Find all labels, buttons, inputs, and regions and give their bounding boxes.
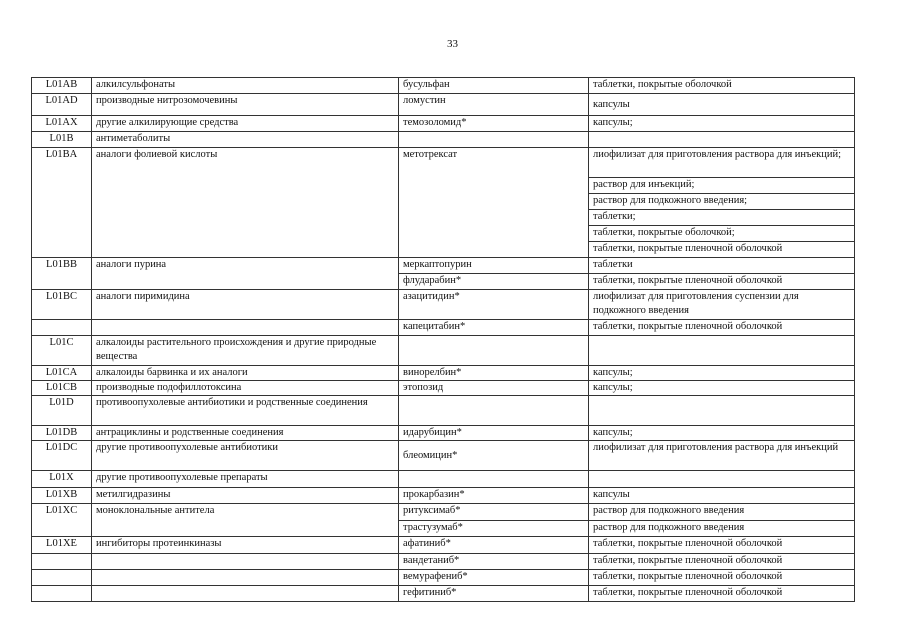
table-row [32,274,855,290]
drug-name: блеомицин* [399,441,589,471]
drug-name: афатиниб* [399,537,589,554]
atc-code: L01X [32,471,92,488]
atc-code: L01DC [32,441,92,471]
drug-name: прокарбазин* [399,488,589,504]
atc-code: L01C [32,336,92,366]
table-row [32,290,855,320]
atc-code: L01CB [32,381,92,396]
group-name: алкалоиды барвинка и их аналоги [92,366,399,381]
table-row [32,258,855,274]
dosage-form: таблетки, покрытые пленочной оболочкой [589,320,855,336]
table-row [32,396,855,426]
dosage-form: таблетки, покрытые оболочкой [589,78,855,94]
table-row [32,521,855,537]
dosage-form: капсулы [589,488,855,504]
group-name: другие алкилирующие средства [92,116,399,132]
table-row [32,94,855,116]
group-name: аналоги пиримидина [92,290,399,320]
table-row [32,242,855,258]
drug-name: меркаптопурин [399,258,589,274]
table-row [32,320,855,336]
table-row [32,570,855,586]
table-row [32,194,855,210]
atc-code: L01AD [32,94,92,116]
page-number: 33 [447,38,458,50]
drug-name: ритуксимаб* [399,504,589,521]
atc-code: L01D [32,396,92,426]
group-name: ингибиторы протеинкиназы [92,537,399,554]
atc-code: L01B [32,132,92,148]
dosage-form: раствор для подкожного введения [589,521,855,537]
atc-code: L01DB [32,426,92,441]
table-row [32,586,855,602]
table-row [32,210,855,226]
drug-classification-table [31,77,855,602]
dosage-form: капсулы; [589,426,855,441]
drug-name: винорелбин* [399,366,589,381]
dosage-form: лиофилизат для приготовления раствора для инъекций [589,441,855,471]
dosage-form [589,132,855,148]
group-name: моноклональные антитела [92,504,399,521]
table-row [32,336,855,366]
group-name: алкалоиды растительного происхождения и другие природные вещества [92,336,399,366]
dosage-form [589,471,855,488]
group-name: аналоги фолиевой кислоты [92,148,399,178]
drug-name: этопозид [399,381,589,396]
dosage-form: капсулы [589,94,855,116]
atc-code: L01XE [32,537,92,554]
drug-name: капецитабин* [399,320,589,336]
drug-name: трастузумаб* [399,521,589,537]
dosage-form: капсулы; [589,381,855,396]
table-row [32,178,855,194]
dosage-form: лиофилизат для приготовления суспензии для подкожного введения [589,290,855,320]
dosage-form: капсулы; [589,366,855,381]
atc-code: L01XB [32,488,92,504]
drug-name: азацитидин* [399,290,589,320]
dosage-form: таблетки, покрытые пленочной оболочкой [589,274,855,290]
table-row [32,488,855,504]
drug-name: бусульфан [399,78,589,94]
group-name: другие противоопухолевые препараты [92,471,399,488]
group-name: производные нитрозомочевины [92,94,399,116]
table-row [32,226,855,242]
drug-name: идарубицин* [399,426,589,441]
group-name: алкилсульфонаты [92,78,399,94]
group-name: метилгидразины [92,488,399,504]
group-name: антрациклины и родственные соединения [92,426,399,441]
drug-name: темозоломид* [399,116,589,132]
dosage-form: таблетки, покрытые пленочной оболочкой [589,570,855,586]
dosage-form: таблетки, покрытые пленочной оболочкой [589,242,855,258]
dosage-form: таблетки, покрытые пленочной оболочкой [589,586,855,602]
table-row [32,366,855,381]
atc-code: L01XC [32,504,92,521]
drug-name [399,396,589,426]
atc-code: L01BC [32,290,92,320]
drug-name: ломустин [399,94,589,116]
atc-code: L01CA [32,366,92,381]
table-row [32,132,855,148]
table-row [32,504,855,521]
table-row [32,148,855,178]
table-row [32,537,855,554]
drug-name: гефитиниб* [399,586,589,602]
table-row [32,78,855,94]
group-name: аналоги пурина [92,258,399,274]
dosage-form: таблетки; [589,210,855,226]
dosage-form: лиофилизат для приготовления раствора для инъекций; [589,148,855,178]
table-row [32,471,855,488]
group-name: антиметаболиты [92,132,399,148]
dosage-form: раствор для подкожного введения [589,504,855,521]
drug-name: метотрексат [399,148,589,178]
table-row [32,426,855,441]
drug-name [399,132,589,148]
dosage-form: раствор для инъекций; [589,178,855,194]
atc-code: L01AB [32,78,92,94]
table-row [32,554,855,570]
atc-code: L01BB [32,258,92,274]
atc-code: L01AX [32,116,92,132]
dosage-form [589,396,855,426]
group-name: противоопухолевые антибиотики и родственные соединения [92,396,399,426]
table-row [32,381,855,396]
dosage-form: таблетки [589,258,855,274]
table-row [32,441,855,471]
drug-name: флударабин* [399,274,589,290]
group-name: производные подофиллотоксина [92,381,399,396]
drug-name [399,336,589,366]
dosage-form: таблетки, покрытые пленочной оболочкой [589,554,855,570]
drug-name: вемурафениб* [399,570,589,586]
atc-code: L01BA [32,148,92,178]
dosage-form: таблетки, покрытые пленочной оболочкой [589,537,855,554]
drug-name: вандетаниб* [399,554,589,570]
table-row [32,116,855,132]
dosage-form: раствор для подкожного введения; [589,194,855,210]
dosage-form: таблетки, покрытые оболочкой; [589,226,855,242]
dosage-form [589,336,855,366]
group-name: другие противоопухолевые антибиотики [92,441,399,471]
drug-name [399,471,589,488]
dosage-form: капсулы; [589,116,855,132]
